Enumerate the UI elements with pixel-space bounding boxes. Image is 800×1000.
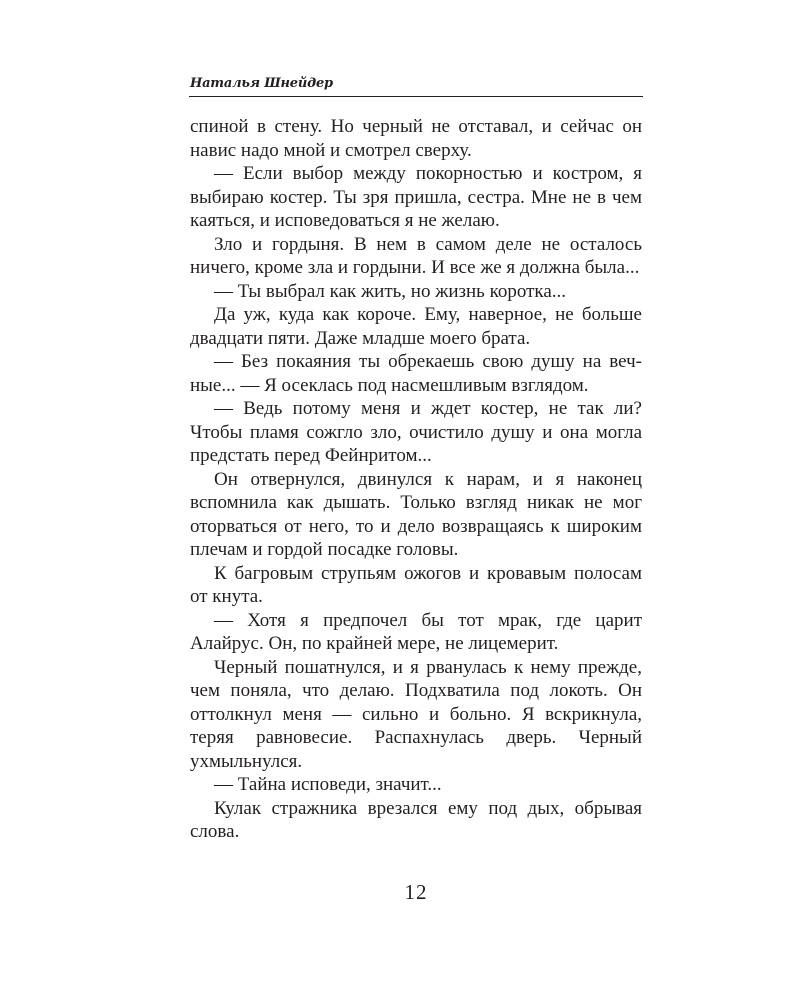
paragraph: — Ты выбрал как жить, но жизнь коротка... [214, 280, 567, 302]
paragraph: Он отвернулся, двинулся к нарам, и я наконец вспомнила как дышать. Только взгляд никак не мог оторваться от него, то и дело возвращаясь к широким плечам и гордой посадке головы. [190, 468, 642, 560]
paragraph: Да уж, куда как короче. Ему, наверное, не больше двадцати пяти. Даже младше моего брата. [190, 304, 642, 349]
paragraph: — Если выбор между покорностью и костром, я выбираю костер. Ты зря пришла, сестра. Мне не в чем каяться, и исповедоваться я не желаю. [190, 163, 642, 231]
paragraph: К багровым струпьям ожогов и кровавым полосам от кнута. [190, 562, 642, 607]
running-head-author: Наталья Шнейдер [190, 76, 333, 91]
paragraph: Кулак стражника врезался ему под дых, обрывая слова. [190, 797, 642, 842]
paragraph: — Без покаяния ты обрекаешь свою душу на вечные... — Я осеклась под насмешливым взглядом. [190, 351, 642, 396]
paragraph: спиной в стену. Но черный не отставал, и сейчас он навис надо мной и смотрел сверху. [190, 116, 642, 161]
paragraph: — Хотя я предпочел бы тот мрак, где царит Алайрус. Он, по крайней мере, не лицемерит. [190, 609, 642, 654]
paragraph: Черный пошатнулся, и я рванулась к нему прежде, чем поняла, что делаю. Подхватила под локоть. Он оттолкнул меня — сильно и больно. Я вскрикнула, теряя равновесие. Распахнулась дверь. Черный ухмыльнулся. [190, 656, 642, 772]
header-rule [189, 96, 643, 97]
paragraph: — Тайна исповеди, значит... [214, 774, 442, 795]
paragraph: — Ведь потому меня и ждет костер, не так ли? Чтобы пламя сожгло зло, очистило душу и она могла предстать перед Фейнритом... [190, 398, 642, 466]
paragraph: Зло и гордыня. В нем в самом деле не осталось ничего, кроме зла и гордыни. И все же я должна была... [190, 233, 642, 278]
page-text [190, 115, 642, 844]
page-number: 12 [404, 880, 428, 904]
